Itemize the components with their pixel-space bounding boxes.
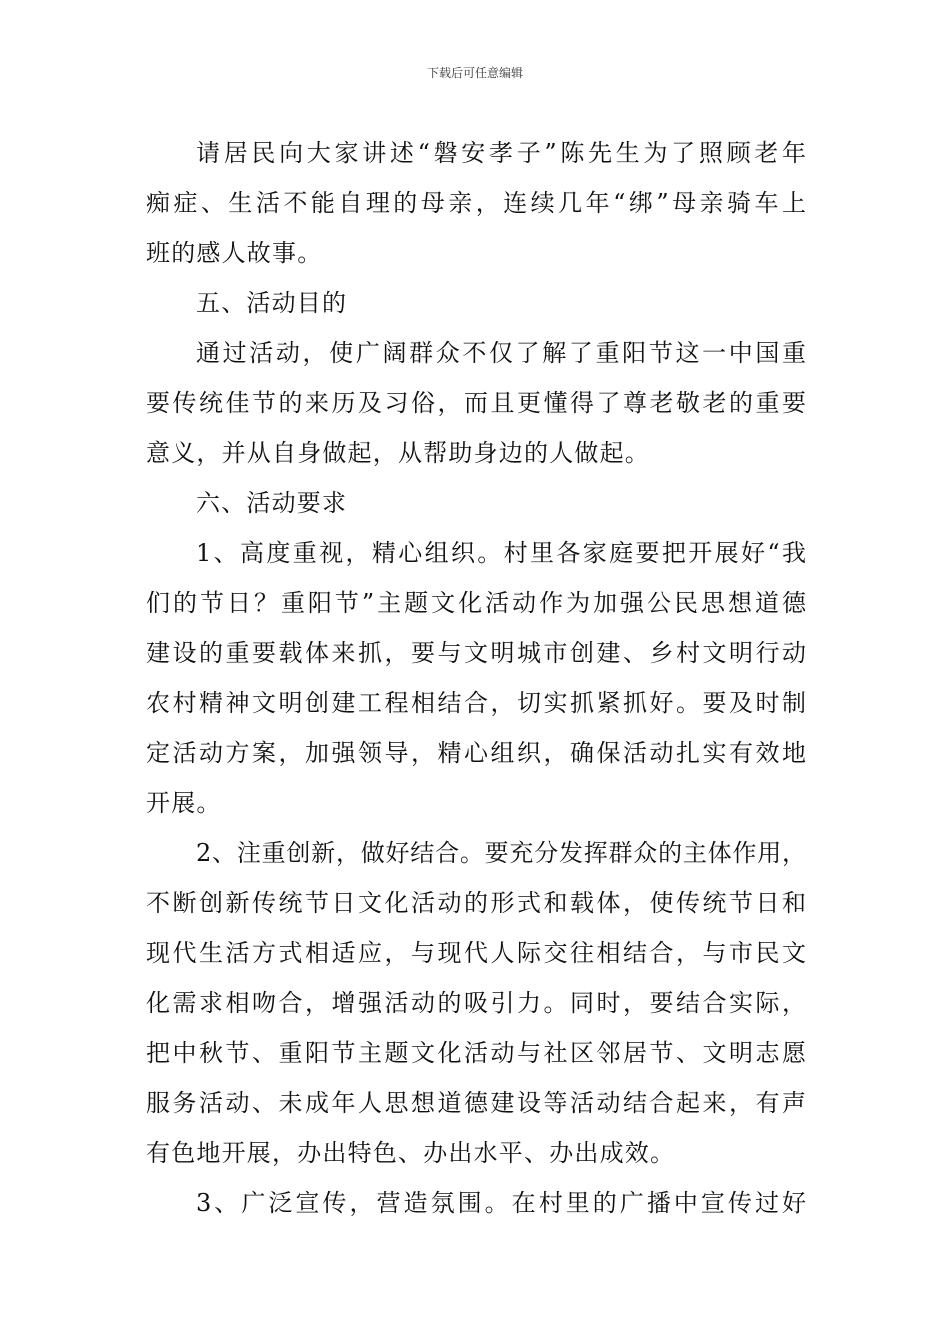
paragraph-line: 2、注重创新，做好结合。要充分发挥群众的主体作用，	[196, 839, 806, 867]
paragraph-line: 们的节日？重阳节”主题文化活动作为加强公民思想道德	[146, 589, 806, 617]
paragraph-line: 定活动方案，加强领导，精心组织，确保活动扎实有效地	[146, 739, 806, 767]
paragraph-line: 3、广泛宣传，营造氛围。在村里的广播中宣传过好	[196, 1189, 806, 1217]
paragraph-line: 五、活动目的	[196, 289, 348, 317]
paragraph-line: 建设的重要载体来抓，要与文明城市创建、乡村文明行动	[146, 639, 806, 667]
paragraph-line: 不断创新传统节日文化活动的形式和载体，使传统节日和	[146, 889, 806, 917]
paragraph-line: 服务活动、未成年人思想道德建设等活动结合起来，有声	[146, 1089, 806, 1117]
paragraph-line: 农村精神文明创建工程相结合，切实抓紧抓好。要及时制	[146, 689, 806, 717]
paragraph-line: 痴症、生活不能自理的母亲，连续几年“绑”母亲骑车上	[146, 189, 806, 217]
paragraph-line: 有色地开展，办出特色、办出水平、办出成效。	[146, 1139, 676, 1167]
paragraph-line: 把中秋节、重阳节主题文化活动与社区邻居节、文明志愿	[146, 1039, 806, 1067]
paragraph-line: 意义，并从自身做起，从帮助身边的人做起。	[146, 439, 650, 467]
paragraph-line: 现代生活方式相适应，与现代人际交往相结合，与市民文	[146, 939, 806, 967]
paragraph-line: 通过活动，使广阔群众不仅了解了重阳节这一中国重	[196, 339, 806, 367]
paragraph-line: 请居民向大家讲述“磐安孝子”陈先生为了照顾老年	[196, 139, 806, 167]
paragraph-line: 开展。	[146, 789, 222, 817]
paragraph-line: 1、高度重视，精心组织。村里各家庭要把开展好“我	[196, 539, 806, 567]
paragraph-line: 要传统佳节的来历及习俗，而且更懂得了尊老敬老的重要	[146, 389, 806, 417]
paragraph-line: 六、活动要求	[196, 489, 348, 517]
paragraph-line: 化需求相吻合，增强活动的吸引力。同时，要结合实际，	[146, 989, 806, 1017]
page-header-note: 下载后可任意编辑	[426, 66, 523, 80]
document-body	[146, 128, 806, 1228]
paragraph-line: 班的感人故事。	[146, 239, 323, 267]
